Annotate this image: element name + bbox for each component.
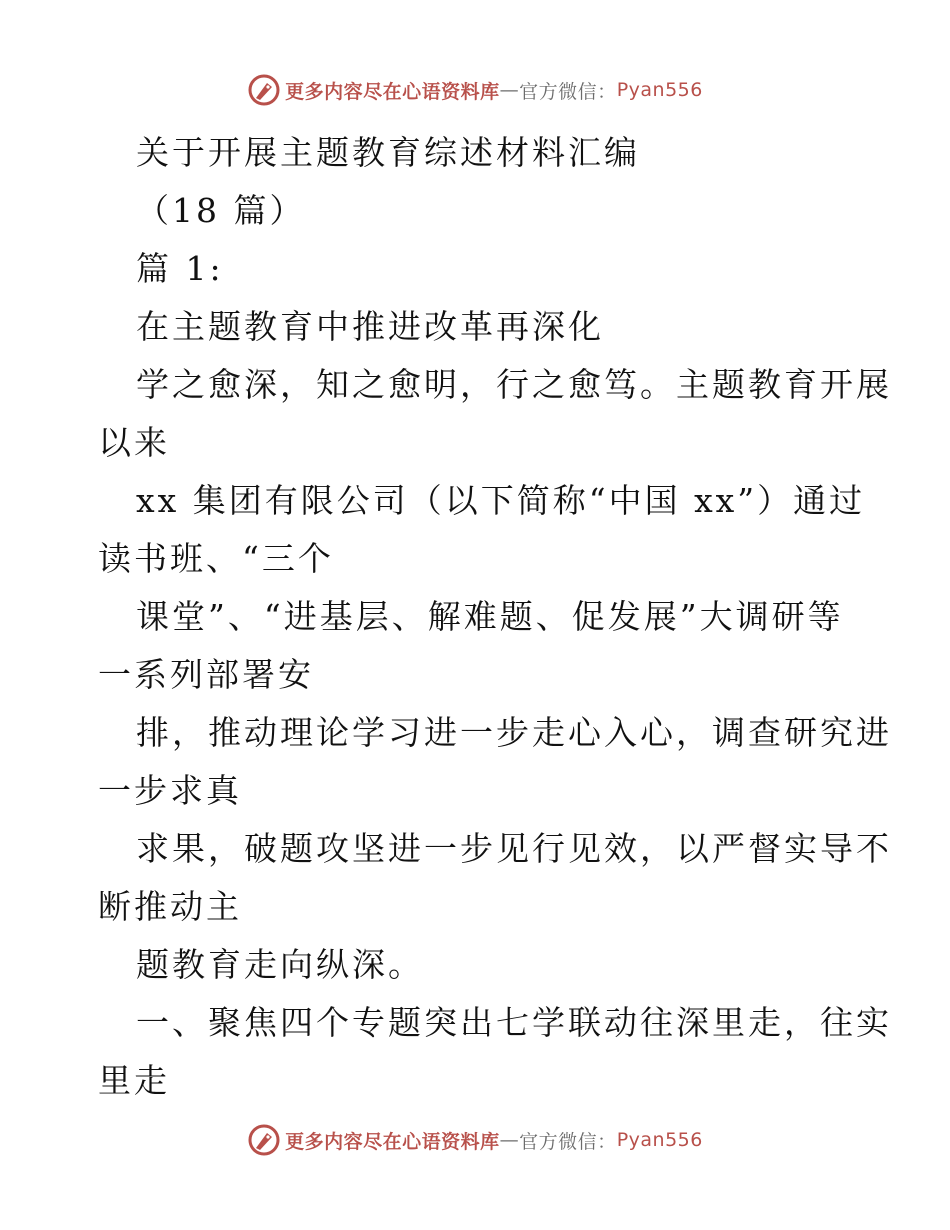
document-body <box>98 124 892 1110</box>
pen-nib-logo-icon <box>247 73 281 107</box>
pen-nib-logo-icon <box>247 1123 281 1157</box>
text-line: 一系列部署安 <box>98 655 314 694</box>
text-line: 关于开展主题教育综述材料汇编 <box>136 133 640 172</box>
text-line: 断推动主 <box>98 887 242 926</box>
text-line: 课堂”、“进基层、解难题、促发展”大调研等 <box>136 597 844 636</box>
text-line: xx 集团有限公司（以下简称“中国 xx”）通过 <box>136 481 866 520</box>
watermark-separator: — <box>499 1129 520 1151</box>
text-line: 一、聚焦四个专题突出七学联动往深里走，往实 <box>136 1003 892 1042</box>
watermark-wechat-id: Pyan556 <box>616 79 703 101</box>
watermark-wechat-label: 官方微信： <box>519 80 617 103</box>
text-line: 里走 <box>98 1061 170 1100</box>
watermark-footer <box>0 1120 950 1160</box>
text-line: 题教育走向纵深。 <box>136 945 424 984</box>
watermark-separator: — <box>499 79 520 101</box>
text-line: 学之愈深，知之愈明，行之愈笃。主题教育开展 <box>136 365 892 404</box>
text-line: 篇 1: <box>136 249 224 288</box>
watermark-header <box>0 70 950 110</box>
watermark-brand: 更多内容尽在心语资料库 <box>285 1130 500 1153</box>
watermark-wechat-id: Pyan556 <box>616 1129 703 1151</box>
text-line: 在主题教育中推进改革再深化 <box>136 307 604 346</box>
watermark-wechat-label: 官方微信： <box>519 1130 617 1153</box>
text-line: 求果，破题攻坚进一步见行见效，以严督实导不 <box>136 829 892 868</box>
text-line: 读书班、“三个 <box>98 539 334 578</box>
text-line: 排，推动理论学习进一步走心入心，调查研究进 <box>136 713 892 752</box>
text-line: 以来 <box>98 423 170 462</box>
text-line: 一步求真 <box>98 771 242 810</box>
watermark-brand: 更多内容尽在心语资料库 <box>285 80 500 103</box>
text-line: （18 篇） <box>136 191 306 230</box>
